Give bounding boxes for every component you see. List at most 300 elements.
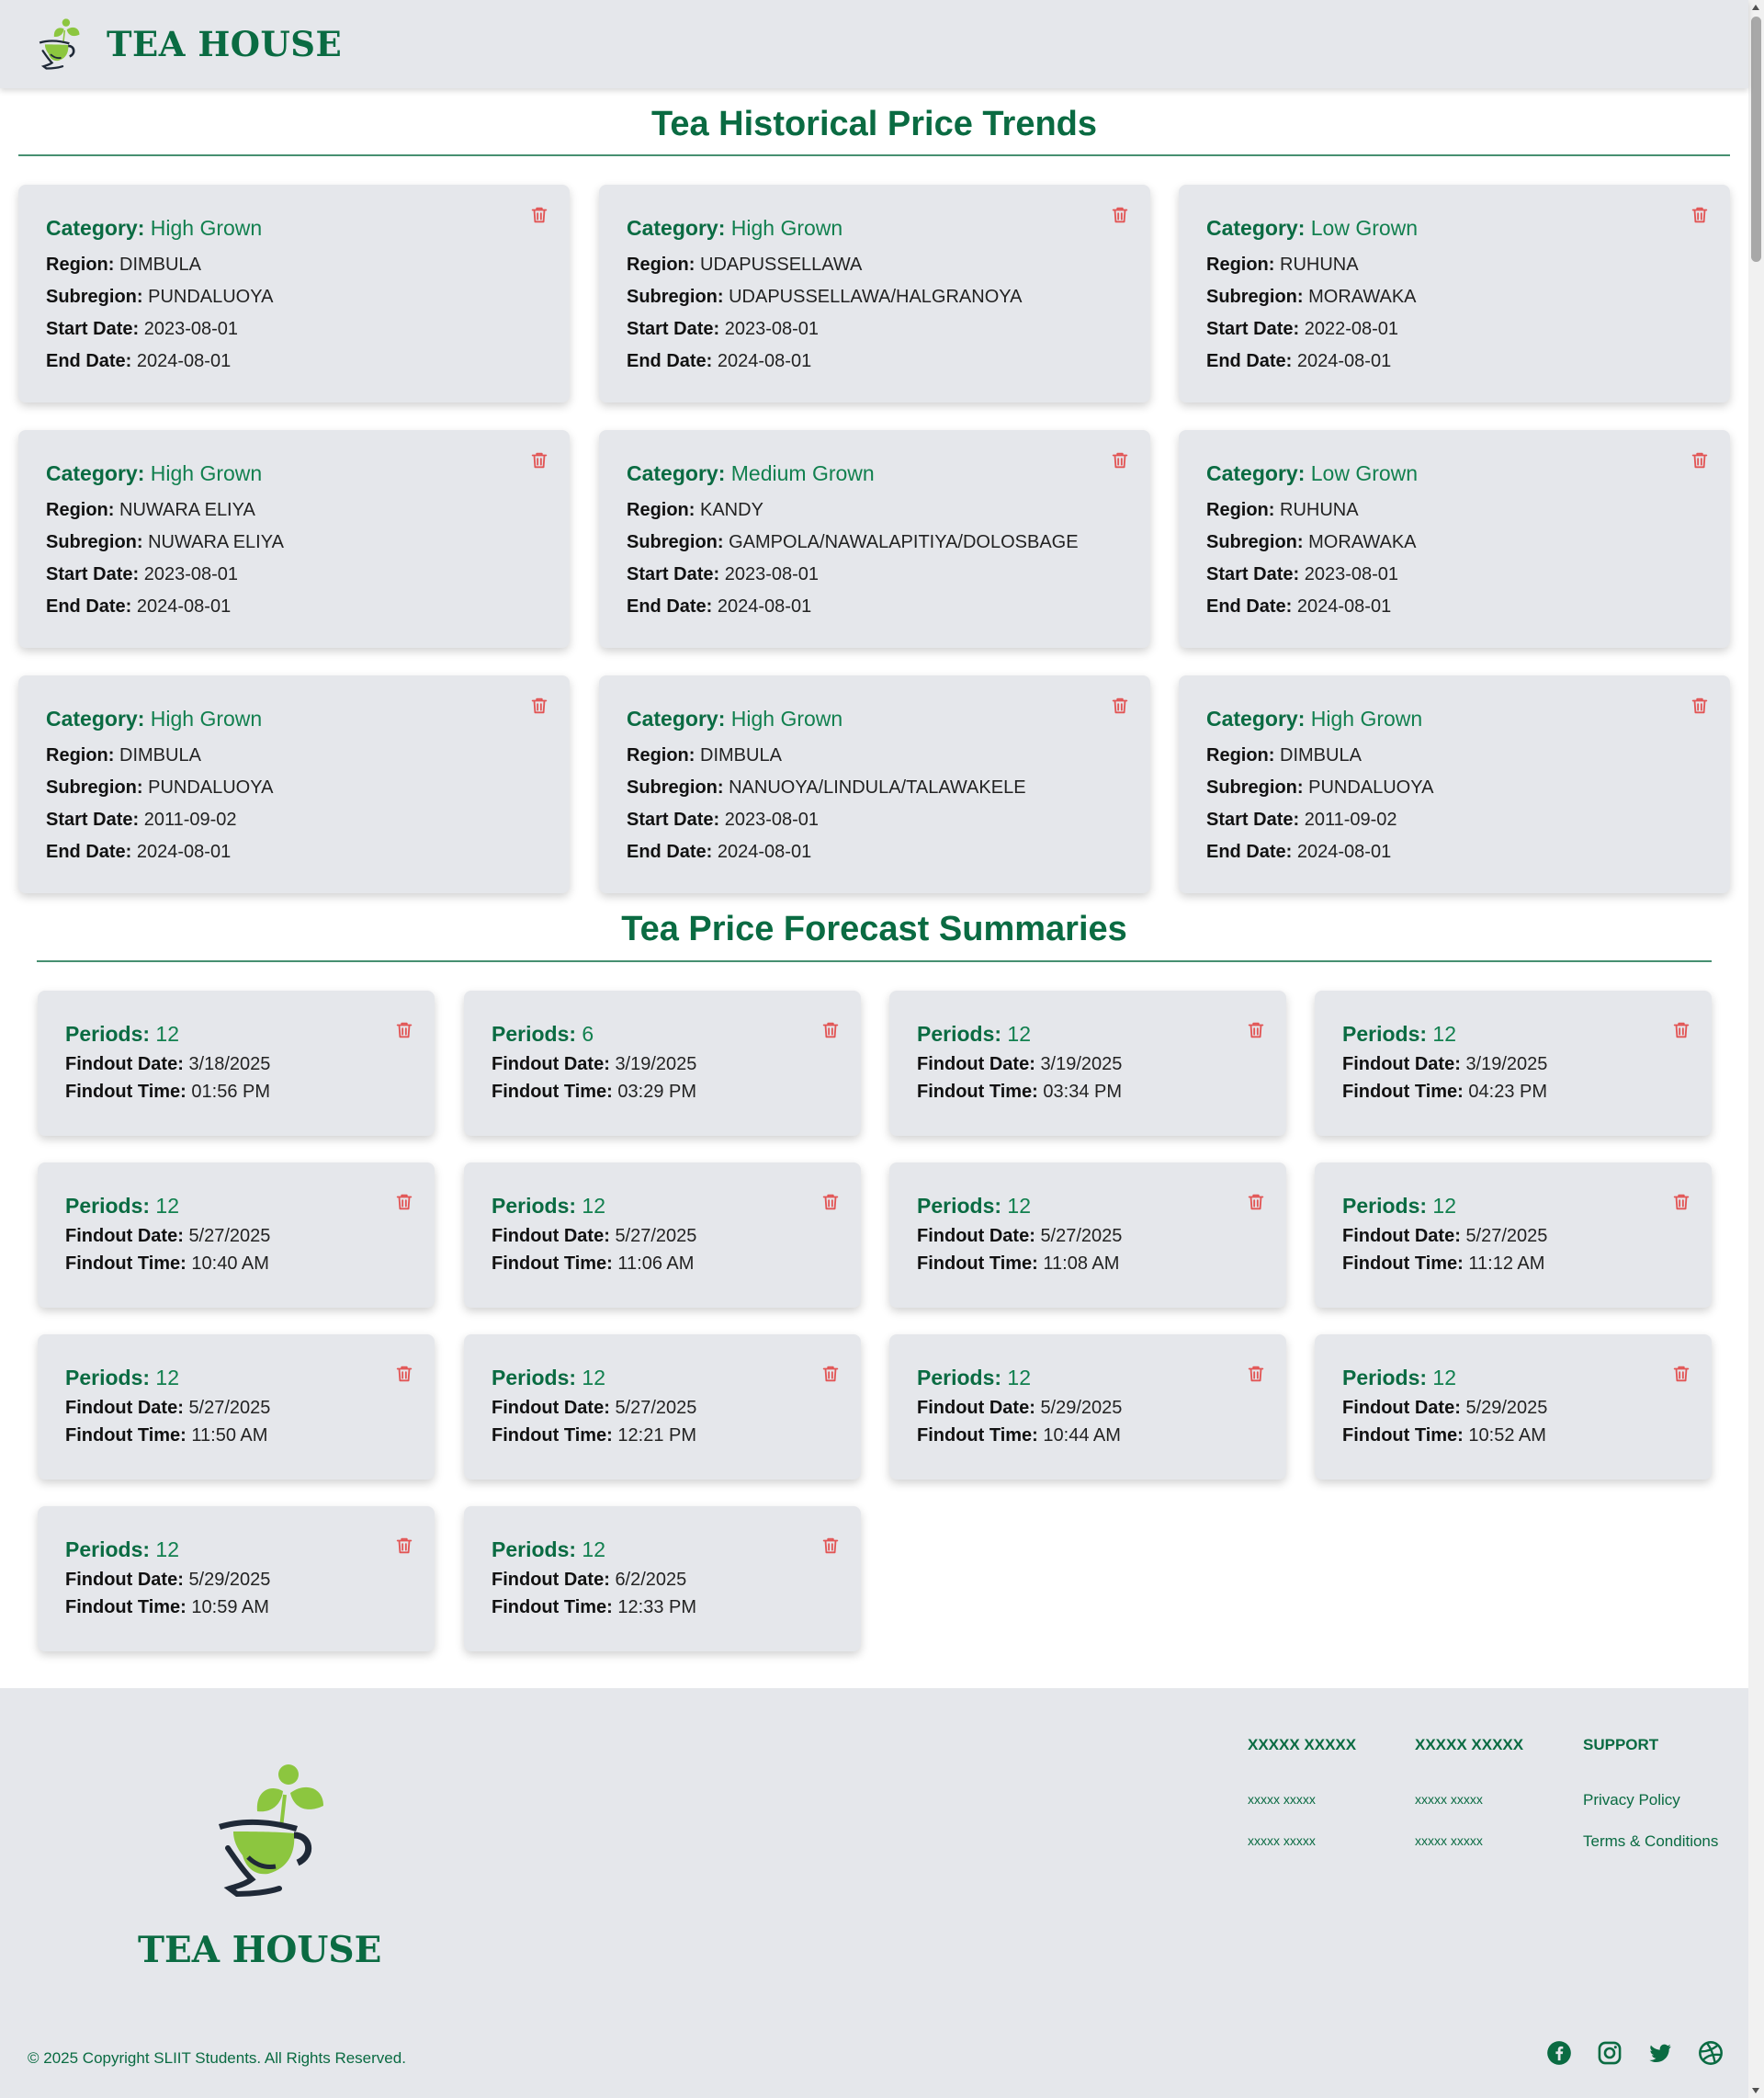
trend-subregion (627, 772, 1123, 804)
field-label: End Date: (627, 596, 713, 617)
trend-card (18, 185, 570, 403)
field-value: 03:34 PM (1043, 1082, 1123, 1102)
delete-trash-icon[interactable] (1671, 1363, 1691, 1385)
field-value: 3/19/2025 (615, 1054, 697, 1074)
trend-card (1179, 430, 1730, 648)
trend-card (18, 675, 570, 893)
trend-region (46, 249, 542, 281)
field-label: Start Date: (46, 564, 140, 584)
field-value: RUHUNA (1280, 500, 1359, 520)
field-label: Findout Date: (65, 1054, 184, 1074)
field-label: Periods: (492, 1537, 577, 1561)
delete-trash-icon[interactable] (1671, 1191, 1691, 1213)
forecast-findout-time (917, 1078, 1259, 1106)
delete-trash-icon[interactable] (529, 204, 549, 226)
field-value: 2024-08-01 (136, 351, 232, 371)
field-label: Subregion: (46, 532, 143, 552)
field-value: 5/27/2025 (615, 1226, 697, 1246)
scroll-up-arrow-icon[interactable] (1752, 5, 1759, 10)
field-value: PUNDALUOYA (1308, 777, 1434, 798)
delete-trash-icon[interactable] (1690, 449, 1710, 471)
field-value: High Grown (1310, 707, 1423, 731)
trend-card (1179, 675, 1730, 893)
trend-region (46, 494, 542, 527)
field-label: Category: (46, 707, 145, 731)
field-label: Findout Time: (492, 1253, 613, 1274)
field-label: Start Date: (46, 319, 140, 339)
forecast-card (889, 1162, 1286, 1308)
delete-trash-icon[interactable] (529, 695, 549, 717)
field-value: 5/27/2025 (188, 1398, 271, 1418)
trend-start-date (627, 559, 1123, 591)
trend-start-date (46, 559, 542, 591)
field-value: 2011-09-02 (1304, 810, 1397, 830)
forecast-findout-time (65, 1422, 407, 1449)
field-label: Periods: (917, 1194, 1002, 1218)
forecast-findout-time (917, 1250, 1259, 1277)
delete-trash-icon[interactable] (1671, 1019, 1691, 1041)
field-value: 12 (582, 1366, 606, 1389)
forecast-findout-date (917, 1394, 1259, 1422)
field-value: MORAWAKA (1308, 287, 1417, 307)
forecast-findout-date (65, 1566, 407, 1593)
field-value: 12 (1007, 1194, 1032, 1218)
field-label: Findout Date: (65, 1570, 184, 1590)
forecast-card (38, 991, 435, 1136)
footer-column-1 (1248, 1736, 1356, 1862)
field-label: End Date: (1206, 596, 1293, 617)
forecast-card (38, 1334, 435, 1480)
forecast-findout-time (65, 1078, 407, 1106)
terms-conditions-link[interactable]: Terms & Conditions (1583, 1832, 1719, 1850)
field-value: 10:52 AM (1468, 1425, 1546, 1446)
trend-region (46, 740, 542, 772)
forecast-periods (492, 1537, 833, 1562)
field-label: Findout Date: (492, 1226, 610, 1246)
field-label: Findout Time: (65, 1597, 187, 1617)
field-label: Subregion: (46, 777, 143, 798)
trend-card (599, 430, 1150, 648)
footer-link[interactable]: xxxxx xxxxx (1415, 1792, 1483, 1807)
scroll-down-arrow-icon[interactable] (1752, 2088, 1759, 2093)
field-value: 12 (582, 1537, 606, 1561)
delete-trash-icon[interactable] (394, 1363, 414, 1385)
field-label: Region: (1206, 500, 1275, 520)
field-label: Findout Time: (1342, 1082, 1464, 1102)
twitter-icon[interactable] (1647, 2040, 1673, 2066)
field-label: Start Date: (46, 810, 140, 830)
field-value: 5/27/2025 (188, 1226, 271, 1246)
field-label: Findout Date: (492, 1398, 610, 1418)
footer-column-heading: XXXXX XXXXX (1415, 1736, 1524, 1753)
trend-region (1206, 740, 1702, 772)
field-value: GAMPOLA/NAWALAPITIYA/DOLOSBAGE (729, 532, 1079, 552)
delete-trash-icon[interactable] (1690, 695, 1710, 717)
field-label: Region: (1206, 745, 1275, 765)
forecast-periods (65, 1022, 407, 1047)
delete-trash-icon[interactable] (820, 1191, 841, 1213)
field-label: Start Date: (1206, 319, 1300, 339)
field-value: 12 (1007, 1366, 1032, 1389)
forecast-section-title: Tea Price Forecast Summaries (621, 910, 1127, 948)
field-value: High Grown (150, 707, 263, 731)
field-label: Findout Time: (65, 1082, 187, 1102)
delete-trash-icon[interactable] (1110, 695, 1130, 717)
trend-category (1206, 707, 1702, 731)
trend-category (1206, 461, 1702, 486)
field-value: Low Grown (1310, 216, 1419, 240)
forecast-periods (917, 1022, 1259, 1047)
forecast-card (38, 1506, 435, 1651)
instagram-icon[interactable] (1597, 2040, 1623, 2066)
field-value: NANUOYA/LINDULA/TALAWAKELE (729, 777, 1026, 798)
trend-start-date (1206, 559, 1702, 591)
trend-card (599, 185, 1150, 403)
trend-region (1206, 494, 1702, 527)
forecast-card (889, 1334, 1286, 1480)
field-value: DIMBULA (700, 745, 782, 765)
field-label: Findout Date: (1342, 1398, 1461, 1418)
field-value: High Grown (730, 216, 843, 240)
forecast-findout-time (65, 1593, 407, 1621)
trend-card (1179, 185, 1730, 403)
footer-brand: TEA HOUSE (138, 1929, 382, 1971)
field-label: Findout Time: (492, 1597, 613, 1617)
field-label: Findout Time: (917, 1082, 1038, 1102)
forecast-findout-date (65, 1222, 407, 1250)
field-value: High Grown (730, 707, 843, 731)
forecast-card (38, 1162, 435, 1308)
field-label: Category: (1206, 216, 1306, 240)
field-value: 3/18/2025 (188, 1054, 271, 1074)
footer-column-heading: XXXXX XXXXX (1248, 1736, 1357, 1753)
field-value: 2024-08-01 (136, 842, 232, 862)
field-label: Findout Date: (917, 1398, 1035, 1418)
forecast-card (464, 991, 861, 1136)
trend-region (1206, 249, 1702, 281)
trend-category (627, 707, 1123, 731)
field-label: Category: (627, 707, 726, 731)
field-label: Periods: (917, 1366, 1002, 1389)
field-value: 2024-08-01 (136, 596, 232, 617)
field-value: 10:59 AM (191, 1597, 269, 1617)
field-value: 01:56 PM (191, 1082, 271, 1102)
field-value: 2023-08-01 (724, 564, 820, 584)
field-value: High Grown (150, 461, 263, 485)
trends-section-title: Tea Historical Price Trends (650, 105, 1098, 143)
field-value: Low Grown (1310, 461, 1419, 485)
field-label: Region: (46, 745, 115, 765)
delete-trash-icon[interactable] (1246, 1019, 1266, 1041)
field-value: 2024-08-01 (1296, 596, 1392, 617)
footer-column-support (1583, 1736, 1718, 1862)
field-value: DIMBULA (119, 745, 201, 765)
delete-trash-icon[interactable] (1110, 204, 1130, 226)
field-value: 2023-08-01 (143, 319, 239, 339)
field-value: 12 (155, 1366, 180, 1389)
forecast-findout-time (1342, 1250, 1684, 1277)
field-value: MORAWAKA (1308, 532, 1417, 552)
field-label: Findout Time: (65, 1425, 187, 1446)
field-value: 2023-08-01 (1304, 564, 1399, 584)
field-value: 12 (155, 1194, 180, 1218)
trend-start-date (627, 313, 1123, 346)
field-value: 2024-08-01 (717, 351, 812, 371)
field-value: NUWARA ELIYA (119, 500, 255, 520)
delete-trash-icon[interactable] (529, 449, 549, 471)
footer (0, 1688, 1748, 2098)
field-label: Subregion: (46, 287, 143, 307)
field-label: Region: (627, 745, 695, 765)
forecast-findout-date (65, 1050, 407, 1078)
field-label: Category: (46, 216, 145, 240)
field-label: End Date: (46, 842, 132, 862)
tea-cup-logo-icon[interactable] (37, 18, 83, 70)
field-value: 2022-08-01 (1304, 319, 1399, 339)
field-value: 5/29/2025 (188, 1570, 271, 1590)
forecast-findout-time (492, 1078, 833, 1106)
forecast-findout-date (1342, 1222, 1684, 1250)
field-label: Findout Time: (1342, 1253, 1464, 1274)
field-value: 2024-08-01 (1296, 351, 1392, 371)
forecast-card (464, 1334, 861, 1480)
forecast-periods (492, 1194, 833, 1219)
field-label: Findout Time: (1342, 1425, 1464, 1446)
field-label: Periods: (65, 1194, 151, 1218)
forecast-periods (65, 1194, 407, 1219)
field-value: 10:40 AM (191, 1253, 269, 1274)
field-label: Start Date: (1206, 564, 1300, 584)
delete-trash-icon[interactable] (1110, 449, 1130, 471)
forecast-findout-time (492, 1250, 833, 1277)
field-label: Findout Time: (917, 1253, 1038, 1274)
delete-trash-icon[interactable] (820, 1535, 841, 1557)
field-label: Periods: (1342, 1194, 1428, 1218)
forecast-findout-time (492, 1422, 833, 1449)
field-value: DIMBULA (1280, 745, 1362, 765)
field-value: 12:33 PM (617, 1597, 697, 1617)
delete-trash-icon[interactable] (820, 1363, 841, 1385)
privacy-policy-link[interactable]: Privacy Policy (1583, 1791, 1680, 1809)
forecast-findout-time (492, 1593, 833, 1621)
delete-trash-icon[interactable] (394, 1019, 414, 1041)
field-value: PUNDALUOYA (148, 287, 274, 307)
forecast-periods (917, 1366, 1259, 1390)
trend-subregion (1206, 772, 1702, 804)
field-value: 2023-08-01 (724, 319, 820, 339)
forecast-periods (492, 1366, 833, 1390)
forecast-divider (37, 960, 1712, 962)
forecast-findout-time (1342, 1422, 1684, 1449)
field-value: 12:21 PM (617, 1425, 697, 1446)
field-value: 3/19/2025 (1040, 1054, 1123, 1074)
trends-divider (18, 154, 1730, 156)
forecast-findout-date (492, 1394, 833, 1422)
field-label: Subregion: (1206, 532, 1304, 552)
field-label: Findout Date: (1342, 1226, 1461, 1246)
field-label: Findout Date: (917, 1054, 1035, 1074)
field-label: End Date: (627, 351, 713, 371)
field-value: UDAPUSSELLAWA/HALGRANOYA (729, 287, 1023, 307)
field-value: 12 (582, 1194, 606, 1218)
field-label: End Date: (1206, 842, 1293, 862)
copyright-text: © 2025 Copyright SLIIT Students. All Rights Reserved. (28, 2049, 406, 2067)
trend-end-date (1206, 836, 1702, 868)
trend-region (627, 249, 1123, 281)
forecast-findout-date (917, 1222, 1259, 1250)
trend-card (18, 430, 570, 648)
scrollbar-thumb[interactable] (1751, 17, 1761, 262)
brand-title[interactable]: TEA HOUSE (107, 24, 343, 64)
forecast-findout-time (917, 1422, 1259, 1449)
trend-subregion (627, 527, 1123, 559)
trend-region (627, 740, 1123, 772)
field-label: Periods: (1342, 1366, 1428, 1389)
field-label: Findout Time: (917, 1425, 1038, 1446)
field-value: 2024-08-01 (717, 842, 812, 862)
delete-trash-icon[interactable] (820, 1019, 841, 1041)
forecast-card (464, 1162, 861, 1308)
field-label: Findout Date: (65, 1398, 184, 1418)
forecast-findout-time (1342, 1078, 1684, 1106)
field-value: KANDY (700, 500, 763, 520)
forecast-findout-date (492, 1050, 833, 1078)
delete-trash-icon[interactable] (394, 1191, 414, 1213)
field-label: Periods: (65, 1366, 151, 1389)
delete-trash-icon[interactable] (1690, 204, 1710, 226)
field-label: Start Date: (627, 564, 720, 584)
field-value: 2024-08-01 (717, 596, 812, 617)
trend-end-date (46, 346, 542, 378)
field-label: Start Date: (627, 319, 720, 339)
field-value: 11:50 AM (191, 1425, 268, 1446)
trend-start-date (46, 804, 542, 836)
field-value: 04:23 PM (1468, 1082, 1548, 1102)
forecast-card (889, 991, 1286, 1136)
field-label: Category: (46, 461, 145, 485)
trend-card (599, 675, 1150, 893)
field-label: Findout Date: (65, 1226, 184, 1246)
field-label: Region: (46, 255, 115, 275)
trend-subregion (627, 281, 1123, 313)
tea-cup-logo-icon (215, 1763, 329, 1898)
delete-trash-icon[interactable] (394, 1535, 414, 1557)
field-label: Findout Time: (492, 1425, 613, 1446)
field-value: 2024-08-01 (1296, 842, 1392, 862)
forecast-periods (917, 1194, 1259, 1219)
field-label: Category: (1206, 461, 1306, 485)
field-value: High Grown (150, 216, 263, 240)
field-label: Periods: (492, 1194, 577, 1218)
field-value: PUNDALUOYA (148, 777, 274, 798)
delete-trash-icon[interactable] (1246, 1363, 1266, 1385)
forecast-periods (65, 1537, 407, 1562)
field-label: Periods: (65, 1022, 151, 1046)
field-value: 5/27/2025 (615, 1398, 697, 1418)
forecast-findout-time (65, 1250, 407, 1277)
trend-start-date (46, 313, 542, 346)
field-value: DIMBULA (119, 255, 201, 275)
trend-subregion (46, 527, 542, 559)
field-value: 3/19/2025 (1465, 1054, 1548, 1074)
field-label: Findout Date: (492, 1054, 610, 1074)
forecast-periods (1342, 1194, 1684, 1219)
trend-end-date (1206, 591, 1702, 623)
field-label: Region: (627, 500, 695, 520)
trend-category (46, 461, 542, 486)
field-value: 5/29/2025 (1040, 1398, 1123, 1418)
field-value: 2023-08-01 (143, 564, 239, 584)
trend-subregion (46, 772, 542, 804)
trend-subregion (46, 281, 542, 313)
page-scrollbar[interactable] (1748, 0, 1764, 2098)
forecast-card (1315, 1334, 1712, 1480)
field-label: Periods: (917, 1022, 1002, 1046)
forecast-periods (492, 1022, 833, 1047)
field-value: NUWARA ELIYA (148, 532, 284, 552)
trend-end-date (46, 591, 542, 623)
trend-end-date (1206, 346, 1702, 378)
field-label: Start Date: (627, 810, 720, 830)
field-label: Findout Date: (917, 1226, 1035, 1246)
field-label: Category: (1206, 707, 1306, 731)
forecast-periods (1342, 1366, 1684, 1390)
field-value: 2023-08-01 (724, 810, 820, 830)
delete-trash-icon[interactable] (1246, 1191, 1266, 1213)
trend-subregion (1206, 281, 1702, 313)
field-label: Periods: (492, 1022, 577, 1046)
field-value: 12 (155, 1537, 180, 1561)
field-value: 12 (1432, 1022, 1457, 1046)
field-value: 12 (1432, 1194, 1457, 1218)
facebook-icon[interactable] (1546, 2040, 1572, 2066)
top-navbar (0, 0, 1748, 88)
field-value: 12 (155, 1022, 180, 1046)
field-value: 5/29/2025 (1465, 1398, 1548, 1418)
dribbble-icon[interactable] (1698, 2040, 1724, 2066)
field-value: Medium Grown (730, 461, 875, 485)
footer-link[interactable]: xxxxx xxxxx (1415, 1833, 1483, 1848)
field-value: 11:12 AM (1468, 1253, 1545, 1274)
trend-category (627, 461, 1123, 486)
field-value: 5/27/2025 (1465, 1226, 1548, 1246)
footer-link[interactable]: xxxxx xxxxx (1248, 1833, 1316, 1848)
field-label: Subregion: (627, 287, 724, 307)
field-label: End Date: (627, 842, 713, 862)
field-label: Category: (627, 461, 726, 485)
trend-category (1206, 216, 1702, 241)
forecast-findout-date (1342, 1394, 1684, 1422)
field-label: Findout Date: (1342, 1054, 1461, 1074)
field-label: Periods: (1342, 1022, 1428, 1046)
field-label: Findout Time: (65, 1253, 187, 1274)
footer-column-heading: SUPPORT (1583, 1736, 1659, 1753)
forecast-card (464, 1506, 861, 1651)
trend-category (46, 707, 542, 731)
forecast-findout-date (492, 1222, 833, 1250)
field-label: Findout Time: (492, 1082, 613, 1102)
field-label: Findout Date: (492, 1570, 610, 1590)
field-value: 6/2/2025 (615, 1570, 687, 1590)
field-label: Periods: (65, 1537, 151, 1561)
footer-link[interactable]: xxxxx xxxxx (1248, 1792, 1316, 1807)
trend-start-date (627, 804, 1123, 836)
field-label: Region: (627, 255, 695, 275)
field-label: Region: (46, 500, 115, 520)
forecast-findout-date (1342, 1050, 1684, 1078)
forecast-periods (65, 1366, 407, 1390)
field-value: 10:44 AM (1043, 1425, 1121, 1446)
